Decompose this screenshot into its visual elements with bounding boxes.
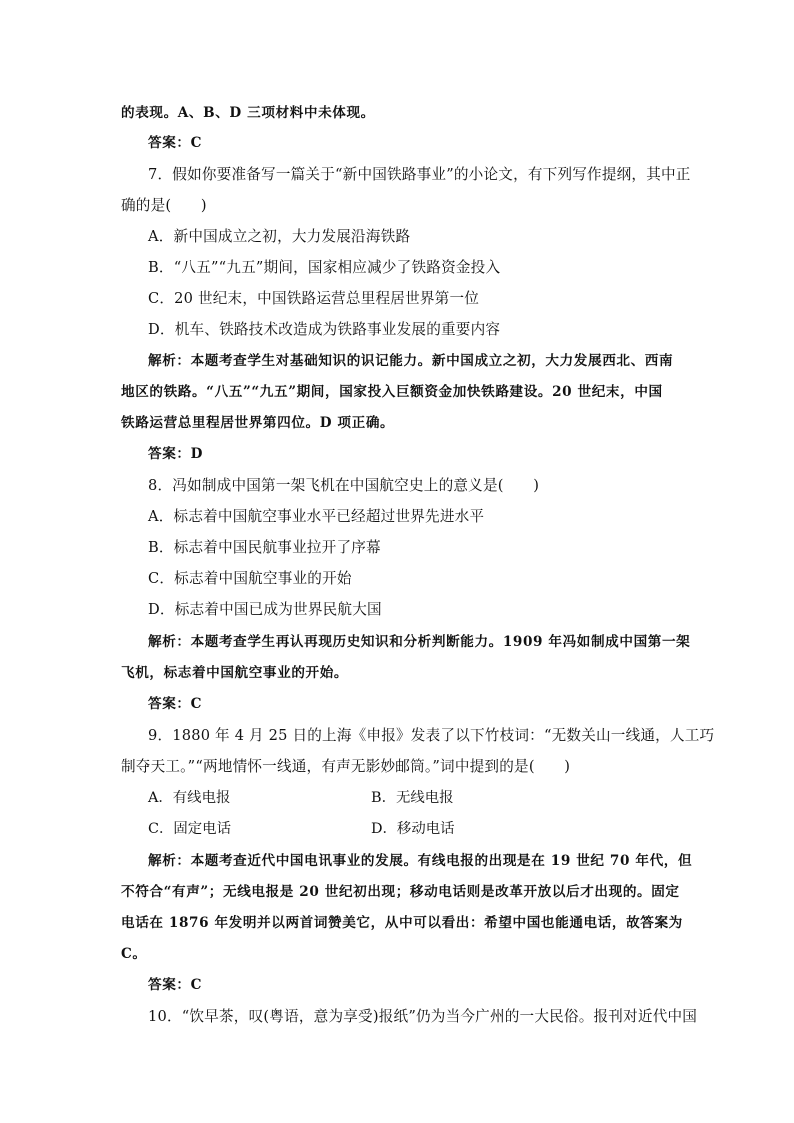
- question-8-option-d: D．标志着中国已成为世界民航大国: [148, 601, 382, 618]
- question-7-option-d: D．机车、铁路技术改造成为铁路事业发展的重要内容: [148, 321, 501, 338]
- explanation-9-cont: C。: [121, 946, 147, 962]
- answer-9: 答案：C: [148, 977, 203, 993]
- explanation-line: 的表现。A、B、D 三项材料中未体现。: [121, 105, 375, 121]
- question-7-stem: 7．假如你要准备写一篇关于“新中国铁路事业”的小论文，有下列写作提纲，其中正: [148, 166, 691, 183]
- question-7-stem-cont: 确的是( ): [121, 197, 207, 214]
- question-7-option-c: C．20 世纪末，中国铁路运营总里程居世界第一位: [148, 290, 480, 307]
- explanation-7-cont: 铁路运营总里程居世界第四位。D 项正确。: [121, 415, 395, 431]
- explanation-9-cont: 不符合“有声”；无线电报是 20 世纪初出现；移动电话则是改革开放以后才出现的。固定: [121, 884, 680, 900]
- question-9-option-d: D．移动电话: [371, 821, 455, 837]
- question-8-option-b: B．标志着中国民航事业拉开了序幕: [148, 539, 381, 556]
- question-9-stem: 9．1880 年 4 月 25 日的上海《申报》发表了以下竹枝词：“无数关山一线通，人工巧: [148, 727, 715, 744]
- question-9-option-a: A．有线电报: [148, 790, 231, 806]
- explanation-8-cont: 飞机，标志着中国航空事业的开始。: [121, 665, 349, 681]
- question-7-option-b: B．“八五”“九五”期间，国家相应减少了铁路资金投入: [148, 259, 501, 276]
- question-7-option-a: A．新中国成立之初，大力发展沿海铁路: [148, 228, 411, 245]
- explanation-7: 解析：本题考查学生对基础知识的识记能力。新中国成立之初，大力发展西北、西南: [148, 353, 674, 369]
- explanation-9-cont: 电话在 1876 年发明并以两首词赞美它，从中可以看出：希望中国也能通电话，故答案为: [121, 915, 683, 931]
- answer-7: 答案：D: [148, 446, 203, 462]
- question-9-option-b: B．无线电报: [371, 790, 454, 806]
- question-8-option-a: A．标志着中国航空事业水平已经超过世界先进水平: [148, 508, 485, 525]
- question-8-option-c: C．标志着中国航空事业的开始: [148, 570, 352, 587]
- question-10-stem: 10．“饮早茶，叹(粤语，意为享受)报纸”仍为当今广州的一大民俗。报刊对近代中国: [148, 1008, 698, 1025]
- explanation-7-cont: 地区的铁路。“八五”“九五”期间，国家投入巨额资金加快铁路建设。20 世纪末，中国: [121, 384, 663, 400]
- question-8-stem: 8．冯如制成中国第一架飞机在中国航空史上的意义是( ): [148, 477, 540, 494]
- answer-6: 答案：C: [148, 135, 203, 151]
- question-9-option-c: C．固定电话: [148, 821, 231, 837]
- question-9-stem-cont: 制夺天工。”“两地情怀一线通，有声无影妙邮筒。”词中提到的是( ): [121, 758, 571, 775]
- explanation-8: 解析：本题考查学生再认再现历史知识和分析判断能力。1909 年冯如制成中国第一架: [148, 634, 691, 650]
- explanation-9: 解析：本题考查近代中国电讯事业的发展。有线电报的出现是在 19 世纪 70 年代，但: [148, 853, 693, 869]
- answer-8: 答案：C: [148, 696, 203, 712]
